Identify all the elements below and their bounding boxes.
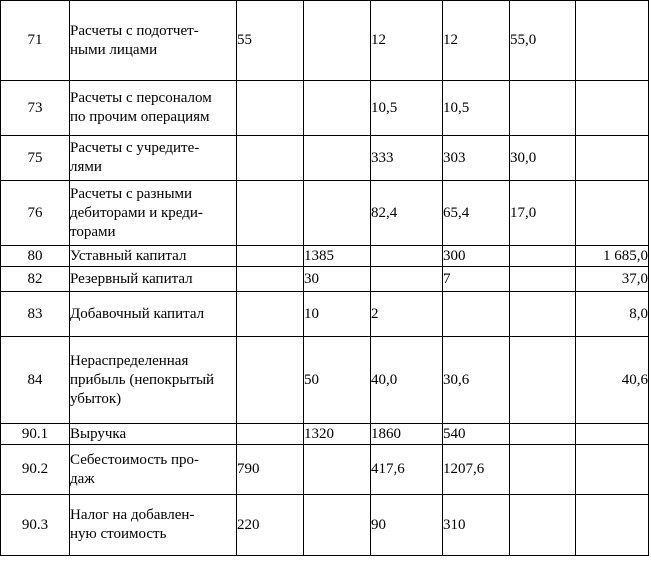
account-number: 82 — [1, 267, 70, 292]
account-name — [70, 445, 237, 495]
value-cell: 1860 — [371, 424, 443, 445]
account-name-line: Выручка — [70, 425, 127, 442]
account-name-line: Уставный капитал — [70, 247, 187, 264]
account-number: 90.1 — [1, 424, 70, 445]
value-cell — [576, 445, 649, 495]
value-cell: 1320 — [304, 424, 371, 445]
value-cell: 50 — [304, 337, 371, 424]
value-cell — [237, 424, 304, 445]
value-cell: 303 — [443, 136, 510, 181]
value-cell: 333 — [371, 136, 443, 181]
account-name-line: Расчеты с персоналом по прочим операциям — [70, 90, 212, 125]
account-name — [70, 267, 237, 292]
value-cell — [304, 1, 371, 81]
value-cell: 790 — [237, 445, 304, 495]
value-cell — [237, 292, 304, 337]
value-cell — [304, 445, 371, 495]
value-cell — [237, 267, 304, 292]
value-cell: 8,0 — [576, 292, 649, 337]
account-name — [70, 181, 237, 246]
account-name-line: Расчеты с учредите- лями — [70, 140, 200, 175]
value-cell — [576, 81, 649, 136]
account-name-line: Нераспределенная прибыль (непокрытый убыток) — [70, 352, 215, 407]
value-cell — [237, 136, 304, 181]
account-name-line: Резервный капитал — [70, 270, 193, 287]
account-number: 90.3 — [1, 495, 70, 556]
account-name — [70, 1, 237, 81]
value-cell — [576, 424, 649, 445]
value-cell: 10,5 — [443, 81, 510, 136]
value-cell — [510, 424, 576, 445]
value-cell — [510, 292, 576, 337]
value-cell: 12 — [371, 1, 443, 81]
value-cell: 2 — [371, 292, 443, 337]
value-cell: 90 — [371, 495, 443, 556]
value-cell — [576, 1, 649, 81]
value-cell — [576, 136, 649, 181]
value-cell: 300 — [443, 246, 510, 267]
value-cell — [237, 337, 304, 424]
table-row — [1, 424, 649, 445]
account-number: 84 — [1, 337, 70, 424]
account-name-line: Расчеты с разными дебиторами и креди- торами — [70, 185, 203, 240]
value-cell: 10,5 — [371, 81, 443, 136]
value-cell — [304, 136, 371, 181]
table-row — [1, 495, 649, 556]
table-row — [1, 337, 649, 424]
account-number: 73 — [1, 81, 70, 136]
value-cell: 1 685,0 — [576, 246, 649, 267]
value-cell: 82,4 — [371, 181, 443, 246]
value-cell — [510, 267, 576, 292]
value-cell: 37,0 — [576, 267, 649, 292]
value-cell: 1385 — [304, 246, 371, 267]
table-row — [1, 1, 649, 81]
account-name-line: Расчеты с подотчет- ными лицами — [70, 22, 199, 58]
value-cell — [371, 267, 443, 292]
account-name-line: Налог на добавлен- ную стоимость — [70, 507, 195, 542]
value-cell: 17,0 — [510, 181, 576, 246]
value-cell: 30,6 — [443, 337, 510, 424]
table-row — [1, 292, 649, 337]
table-row — [1, 81, 649, 136]
value-cell — [304, 81, 371, 136]
value-cell — [304, 181, 371, 246]
value-cell: 65,4 — [443, 181, 510, 246]
value-cell — [576, 495, 649, 556]
value-cell — [510, 495, 576, 556]
value-cell: 40,0 — [371, 337, 443, 424]
value-cell — [510, 337, 576, 424]
table-row — [1, 267, 649, 292]
account-number: 71 — [1, 1, 70, 81]
value-cell: 30 — [304, 267, 371, 292]
value-cell: 220 — [237, 495, 304, 556]
account-name — [70, 292, 237, 337]
account-name-line: Себестоимость про- даж — [70, 451, 200, 487]
account-number: 76 — [1, 181, 70, 246]
value-cell: 55,0 — [510, 1, 576, 81]
value-cell — [443, 292, 510, 337]
value-cell: 30,0 — [510, 136, 576, 181]
value-cell — [237, 246, 304, 267]
account-name — [70, 424, 237, 445]
table-body — [1, 1, 649, 556]
table-row — [1, 181, 649, 246]
value-cell — [576, 181, 649, 246]
table-row — [1, 445, 649, 495]
account-name — [70, 337, 237, 424]
value-cell: 40,6 — [576, 337, 649, 424]
value-cell — [304, 495, 371, 556]
value-cell — [237, 181, 304, 246]
value-cell — [510, 445, 576, 495]
account-name-line: Добавочный капитал — [70, 305, 205, 322]
value-cell — [510, 246, 576, 267]
value-cell: 10 — [304, 292, 371, 337]
account-name — [70, 495, 237, 556]
value-cell: 310 — [443, 495, 510, 556]
account-number: 75 — [1, 136, 70, 181]
table-row — [1, 246, 649, 267]
value-cell: 12 — [443, 1, 510, 81]
value-cell — [237, 81, 304, 136]
value-cell: 55 — [237, 1, 304, 81]
account-number: 83 — [1, 292, 70, 337]
table-row — [1, 136, 649, 181]
account-number: 80 — [1, 246, 70, 267]
account-number: 90.2 — [1, 445, 70, 495]
account-name — [70, 136, 237, 181]
value-cell: 7 — [443, 267, 510, 292]
value-cell: 417,6 — [371, 445, 443, 495]
account-name — [70, 246, 237, 267]
value-cell — [371, 246, 443, 267]
account-name — [70, 81, 237, 136]
value-cell: 1207,6 — [443, 445, 510, 495]
value-cell: 540 — [443, 424, 510, 445]
value-cell — [510, 81, 576, 136]
